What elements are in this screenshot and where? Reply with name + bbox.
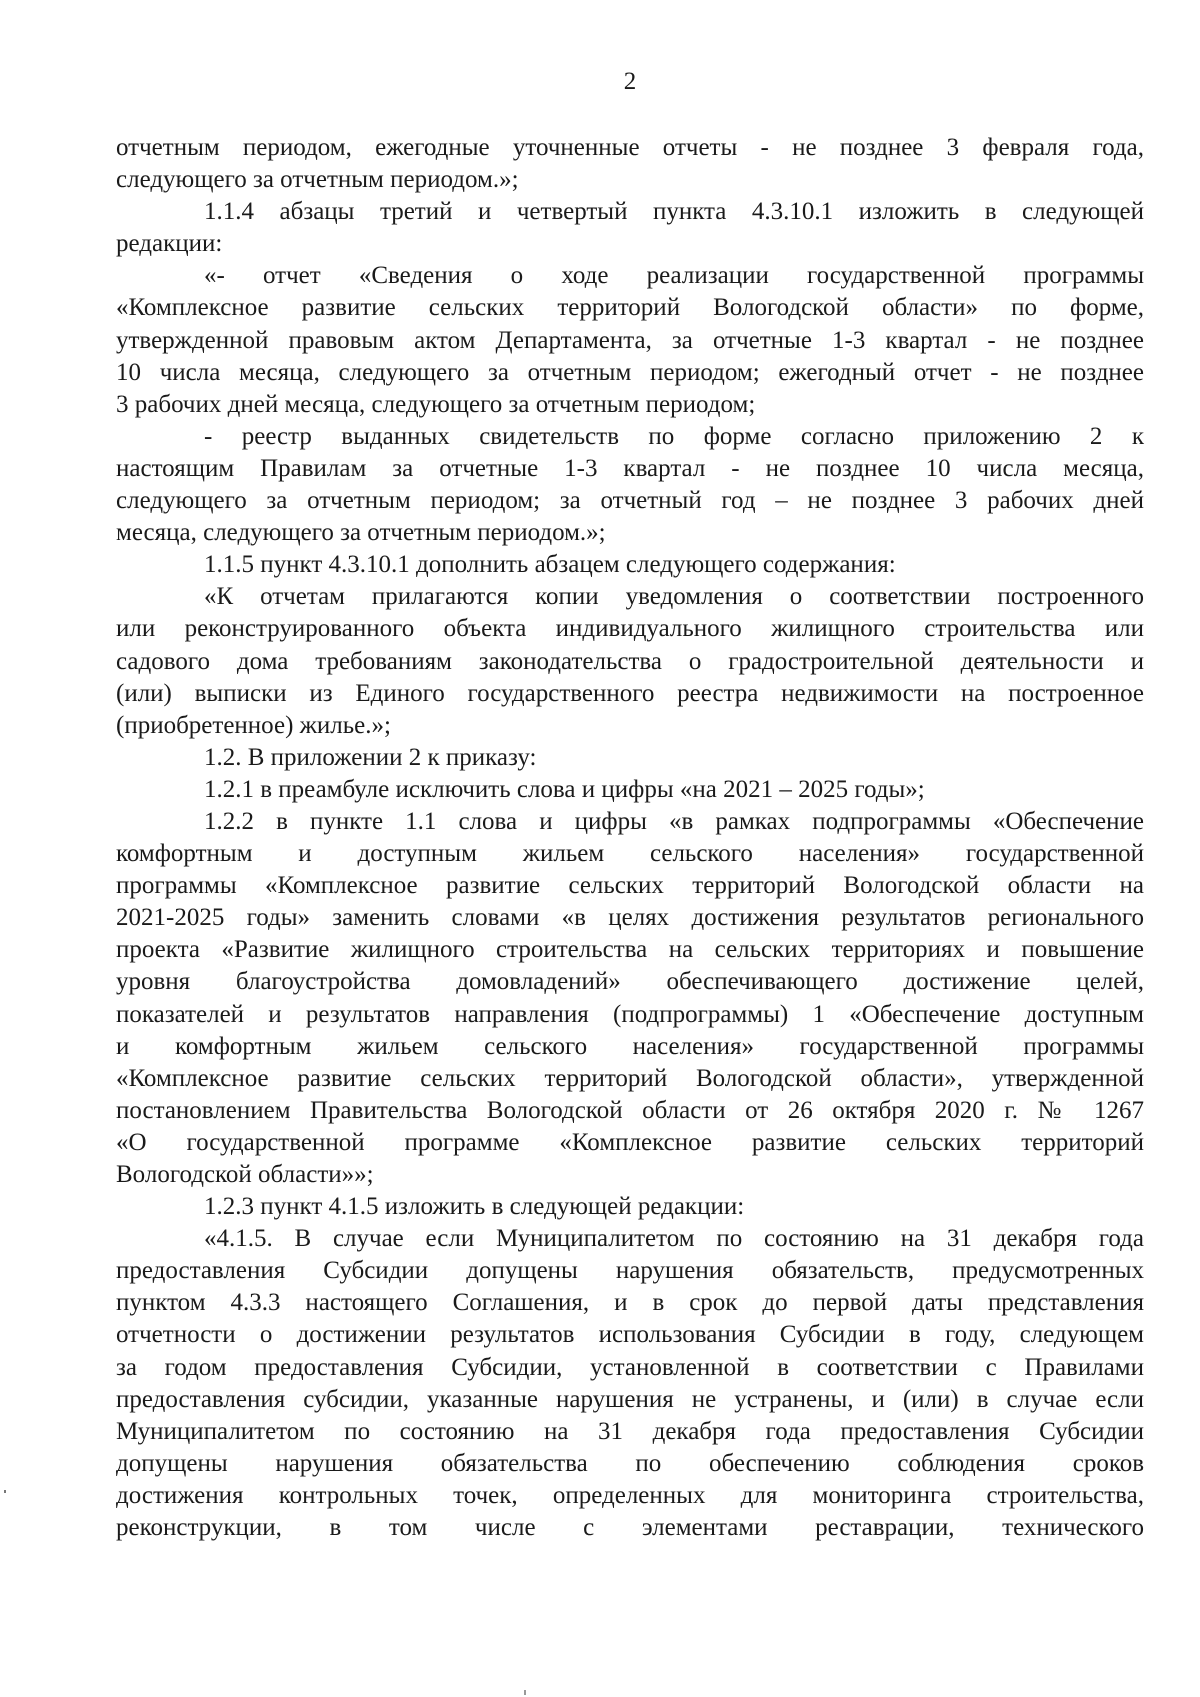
text-line: пунктом 4.3.3 настоящего Соглашения, и в срок до первой даты представления <box>116 1289 1144 1317</box>
text-line: «- отчет «Сведения о ходе реализации государственной программы <box>204 262 1144 290</box>
text-line: показателей и результатов направления (подпрограммы) 1 «Обеспечение доступным <box>116 1000 1144 1028</box>
text-line: отчетным периодом, ежегодные уточненные отчеты - не позднее 3 февраля года, <box>116 134 1144 161</box>
text-line: «О государственной программе «Комплексное развитие сельских территорий <box>116 1128 1144 1156</box>
text-line: комфортным и доступным жильем сельского населения» государственной <box>116 840 1144 868</box>
text-line: 1.2.1 в преамбуле исключить слова и цифры «на 2021 – 2025 годы»; <box>204 775 925 803</box>
page-number: 2 <box>623 68 637 95</box>
paragraph <box>116 806 1144 1191</box>
text-line: постановлением Правительства Вологодской области от 26 октября 2020 г. № 1267 <box>116 1096 1144 1124</box>
text-line: 10 числа месяца, следующего за отчетным периодом; ежегодный отчет - не позднее <box>116 358 1144 386</box>
text-line: редакции: <box>116 230 223 258</box>
text-line: месяца, следующего за отчетным периодом.»; <box>116 519 606 547</box>
scan-artifact <box>524 1690 526 1695</box>
text-line: предоставления субсидии, указанные нарушения не устранены, и (или) в случае если <box>116 1385 1144 1413</box>
text-line: 1.2.2 в пункте 1.1 слова и цифры «в рамках подпрограммы «Обеспечение <box>204 807 1144 835</box>
paragraph <box>116 1191 1144 1223</box>
text-line: «Комплексное развитие сельских территорий Вологодской области», утвержденной <box>116 1064 1144 1092</box>
paragraph <box>116 260 1144 420</box>
text-line: реконструкции, в том числе с элементами реставрации, технического <box>116 1514 1144 1542</box>
paragraph <box>116 132 1144 196</box>
text-line: проекта «Развитие жилищного строительства на сельских территориях и повышение <box>116 936 1144 964</box>
text-line: уровня благоустройства домовладений» обеспечивающего достижение целей, <box>116 968 1144 996</box>
text-line: 1.1.4 абзацы третий и четвертый пункта 4.3.10.1 изложить в следующей <box>204 198 1144 226</box>
text-line: 1.2. В приложении 2 к приказу: <box>204 743 537 771</box>
text-line: допущены нарушения обязательства по обеспечению соблюдения сроков <box>116 1449 1144 1477</box>
text-line: (или) выписки из Единого государственного реестра недвижимости на построенное <box>116 679 1144 707</box>
text-line: 1.1.5 пункт 4.3.10.1 дополнить абзацем следующего содержания: <box>204 551 896 579</box>
text-line: 1.2.3 пункт 4.1.5 изложить в следующей редакции: <box>204 1193 745 1221</box>
text-line: достижения контрольных точек, определенных для мониторинга строительства, <box>116 1481 1144 1509</box>
text-line: утвержденной правовым актом Департамента, за отчетные 1-3 квартал - не позднее <box>116 326 1144 354</box>
paragraph <box>116 549 1144 581</box>
text-line: 2021-2025 годы» заменить словами «в целях достижения результатов регионального <box>116 904 1144 932</box>
text-line: предоставления Субсидии допущены нарушения обязательств, предусмотренных <box>116 1257 1144 1285</box>
text-line: настоящим Правилам за отчетные 1-3 квартал - не позднее 10 числа месяца, <box>116 454 1144 482</box>
text-line: за годом предоставления Субсидии, установленной в соответствии с Правилами <box>116 1353 1144 1381</box>
paragraph <box>116 742 1144 774</box>
text-line: следующего за отчетным периодом.»; <box>116 166 519 194</box>
text-line: программы «Комплексное развитие сельских территорий Вологодской области на <box>116 872 1144 900</box>
text-line: 3 рабочих дней месяца, следующего за отчетным периодом; <box>116 390 756 418</box>
paragraph <box>116 774 1144 806</box>
document-body <box>116 132 1144 1544</box>
text-line: «К отчетам прилагаются копии уведомления о соответствии построенного <box>204 583 1144 611</box>
text-line: или реконструированного объекта индивидуального жилищного строительства или <box>116 615 1144 643</box>
text-line: Вологодской области»»; <box>116 1161 374 1188</box>
text-line: «4.1.5. В случае если Муниципалитетом по состоянию на 31 декабря года <box>204 1225 1144 1253</box>
text-line: «Комплексное развитие сельских территорий Вологодской области» по форме, <box>116 294 1144 322</box>
text-line: отчетности о достижении результатов использования Субсидии в году, следующем <box>116 1321 1144 1349</box>
text-line: (приобретенное) жилье.»; <box>116 711 391 739</box>
text-line: и комфортным жильем сельского населения» государственной программы <box>116 1032 1144 1060</box>
paragraph <box>116 421 1144 549</box>
paragraph <box>116 1223 1144 1544</box>
paragraph <box>116 581 1144 741</box>
text-line: следующего за отчетным периодом; за отчетный год – не позднее 3 рабочих дней <box>116 487 1144 515</box>
paragraph <box>116 196 1144 260</box>
text-line: Муниципалитетом по состоянию на 31 декабря года предоставления Субсидии <box>116 1417 1144 1445</box>
scan-artifact <box>4 1490 6 1493</box>
text-line: - реестр выданных свидетельств по форме согласно приложению 2 к <box>204 422 1144 450</box>
text-line: садового дома требованиям законодательства о градостроительной деятельности и <box>116 647 1144 675</box>
